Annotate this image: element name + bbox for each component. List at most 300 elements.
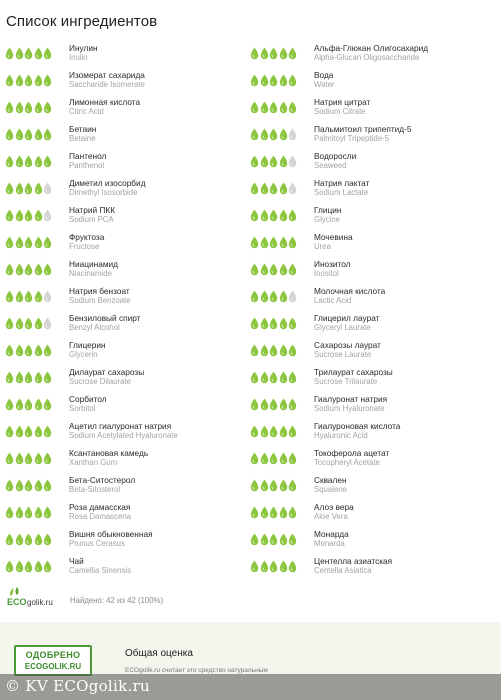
- leaf-drop-icon: [288, 425, 297, 438]
- ingredient-latin-name: Panthenol: [69, 161, 105, 170]
- leaf-drop-icon: [260, 479, 269, 492]
- leaf-drop-icon: [15, 533, 24, 546]
- rating-drops: [250, 74, 298, 88]
- rating-drops: [250, 155, 298, 169]
- rating-drops: [250, 317, 298, 331]
- leaf-drop-icon: [5, 236, 14, 249]
- ingredient-row[interactable]: [250, 203, 490, 230]
- leaf-drop-icon: [24, 371, 33, 384]
- leaf-drop-icon: [260, 371, 269, 384]
- overall-rating-description: ECOgolik.ru считает это средство натуральным: [125, 667, 268, 674]
- leaf-drop-icon: [15, 263, 24, 276]
- leaf-drop-icon: [34, 452, 43, 465]
- leaf-drop-icon: [250, 101, 259, 114]
- leaf-drop-icon: [250, 533, 259, 546]
- rating-drops: [250, 560, 298, 574]
- ingredient-row[interactable]: [250, 527, 490, 554]
- leaf-drop-icon: [43, 398, 52, 411]
- ingredient-name[interactable]: Натрия лактат: [314, 178, 370, 188]
- leaf-drop-icon: [5, 263, 14, 276]
- rating-drops: [5, 182, 53, 196]
- leaf-drop-icon: [279, 452, 288, 465]
- ingredient-name[interactable]: Диметил изосорбид: [69, 178, 146, 188]
- ingredient-name[interactable]: Натрия цитрат: [314, 97, 371, 107]
- rating-drops: [5, 452, 53, 466]
- rating-drops: [250, 344, 298, 358]
- leaf-drop-icon: [250, 47, 259, 60]
- rating-drops: [5, 371, 53, 385]
- rating-drops: [5, 479, 53, 493]
- ingredient-row[interactable]: [5, 338, 245, 365]
- ingredient-row[interactable]: [250, 473, 490, 500]
- leaf-drop-icon: [250, 506, 259, 519]
- leaf-drop-icon: [260, 182, 269, 195]
- leaf-drop-icon: [279, 47, 288, 60]
- leaf-drop-icon: [15, 506, 24, 519]
- leaf-drop-icon: [5, 560, 14, 573]
- ingredient-latin-name: Sodium Hyaluronate: [314, 404, 385, 413]
- leaf-drop-icon: [43, 47, 52, 60]
- rating-drops: [5, 263, 53, 277]
- ingredient-name[interactable]: Чай: [69, 556, 84, 566]
- leaf-drop-icon: [5, 128, 14, 141]
- leaf-drop-icon: [269, 290, 278, 303]
- ingredient-row[interactable]: [250, 122, 490, 149]
- leaf-drop-icon: [250, 425, 259, 438]
- ingredient-latin-name: Sucrose Laurate: [314, 350, 372, 359]
- ingredient-row[interactable]: [5, 284, 245, 311]
- ingredient-name[interactable]: Лимонная кислота: [69, 97, 141, 107]
- leaf-drop-icon: [288, 344, 297, 357]
- ingredient-row[interactable]: [250, 392, 490, 419]
- leaf-drop-icon: [24, 317, 33, 330]
- leaf-drop-icon: [250, 452, 259, 465]
- ingredient-latin-name: Urea: [314, 242, 331, 251]
- ingredient-name[interactable]: Ксантановая камедь: [69, 448, 149, 458]
- leaf-drop-icon: [34, 344, 43, 357]
- leaf-drop-icon: [260, 344, 269, 357]
- leaf-drop-icon: [5, 182, 14, 195]
- ingredient-latin-name: Sodium Citrate: [314, 107, 366, 116]
- leaf-drop-icon: [260, 317, 269, 330]
- ingredient-latin-name: Betaine: [69, 134, 96, 143]
- found-count: Найдено: 42 из 42 (100%): [70, 596, 164, 605]
- ingredient-latin-name: Saccharide Isomerate: [69, 80, 145, 89]
- leaf-drop-icon: [15, 155, 24, 168]
- leaf-drop-icon: [34, 317, 43, 330]
- ingredient-row[interactable]: [5, 230, 245, 257]
- ingredient-row[interactable]: [5, 392, 245, 419]
- leaf-drop-icon: [43, 371, 52, 384]
- leaf-drop-icon: [260, 74, 269, 87]
- leaf-drop-icon: [43, 425, 52, 438]
- rating-drops: [5, 236, 53, 250]
- ingredient-name[interactable]: Глицерин: [69, 340, 106, 350]
- leaf-drop-icon: [34, 506, 43, 519]
- rating-drops: [250, 533, 298, 547]
- ingredient-latin-name: Lactic Acid: [314, 296, 352, 305]
- rating-drops: [250, 47, 298, 61]
- rating-drops: [250, 290, 298, 304]
- leaf-drop-icon: [5, 479, 14, 492]
- leaf-drop-icon: [15, 398, 24, 411]
- ingredient-row[interactable]: [5, 473, 245, 500]
- rating-drops: [250, 101, 298, 115]
- rating-drops: [250, 182, 298, 196]
- ingredient-name[interactable]: Натрия бензоат: [69, 286, 130, 296]
- leaf-drop-icon: [269, 236, 278, 249]
- leaf-drop-icon: [250, 317, 259, 330]
- leaf-drop-icon: [269, 209, 278, 222]
- leaf-drop-icon: [260, 533, 269, 546]
- svg-text:ECO: ECO: [7, 597, 27, 607]
- ingredient-name[interactable]: Глицерил лаурат: [314, 313, 380, 323]
- ingredient-row[interactable]: [250, 68, 490, 95]
- leaf-drop-icon: [288, 47, 297, 60]
- leaf-drop-icon: [250, 182, 259, 195]
- ingredient-row[interactable]: [5, 257, 245, 284]
- ingredient-name[interactable]: Гиалуронат натрия: [314, 394, 388, 404]
- leaf-drop-icon: [279, 371, 288, 384]
- leaf-drop-icon: [43, 182, 52, 195]
- leaf-drop-icon: [279, 263, 288, 276]
- leaf-drop-icon: [288, 128, 297, 141]
- leaf-drop-icon: [24, 155, 33, 168]
- ingredients-column-left: [5, 41, 245, 581]
- ingredient-name[interactable]: Дилаурат сахарозы: [69, 367, 145, 377]
- leaf-drop-icon: [279, 182, 288, 195]
- ingredient-row[interactable]: [250, 311, 490, 338]
- leaf-drop-icon: [24, 560, 33, 573]
- ingredient-latin-name: Dimethyl Isosorbide: [69, 188, 138, 197]
- leaf-drop-icon: [5, 533, 14, 546]
- leaf-drop-icon: [34, 425, 43, 438]
- ingredient-name[interactable]: Водоросли: [314, 151, 357, 161]
- leaf-drop-icon: [269, 479, 278, 492]
- leaf-drop-icon: [279, 425, 288, 438]
- leaf-drop-icon: [260, 209, 269, 222]
- ingredient-row[interactable]: [5, 446, 245, 473]
- leaf-drop-icon: [24, 425, 33, 438]
- rating-drops: [250, 425, 298, 439]
- leaf-drop-icon: [269, 101, 278, 114]
- ingredient-name[interactable]: Сахарозы лаурат: [314, 340, 381, 350]
- ingredient-latin-name: Fructose: [69, 242, 100, 251]
- leaf-drop-icon: [15, 560, 24, 573]
- leaf-drop-icon: [5, 317, 14, 330]
- ingredient-name[interactable]: Ацетил гиалуронат натрия: [69, 421, 172, 431]
- leaf-drop-icon: [43, 533, 52, 546]
- leaf-drop-icon: [34, 236, 43, 249]
- leaf-drop-icon: [279, 317, 288, 330]
- leaf-drop-icon: [24, 479, 33, 492]
- ingredient-name[interactable]: Алоэ вера: [314, 502, 354, 512]
- leaf-drop-icon: [5, 506, 14, 519]
- leaf-drop-icon: [43, 452, 52, 465]
- rating-drops: [5, 425, 53, 439]
- leaf-drop-icon: [279, 101, 288, 114]
- leaf-drop-icon: [250, 74, 259, 87]
- overall-rating-title: Общая оценка: [125, 648, 193, 659]
- leaf-drop-icon: [43, 479, 52, 492]
- leaf-drop-icon: [269, 344, 278, 357]
- leaf-drop-icon: [288, 236, 297, 249]
- ingredient-row[interactable]: [250, 500, 490, 527]
- ingredient-name[interactable]: Пантенол: [69, 151, 107, 161]
- ingredient-latin-name: Rosa Damascena: [69, 512, 131, 521]
- leaf-drop-icon: [288, 506, 297, 519]
- leaf-drop-icon: [43, 74, 52, 87]
- leaf-drop-icon: [288, 74, 297, 87]
- leaf-drop-icon: [250, 155, 259, 168]
- ingredient-name[interactable]: Инозитол: [314, 259, 351, 269]
- ingredient-name[interactable]: Мочевина: [314, 232, 353, 242]
- rating-drops: [250, 371, 298, 385]
- rating-drops: [5, 317, 53, 331]
- leaf-drop-icon: [15, 209, 24, 222]
- ingredient-name[interactable]: Бетаин: [69, 124, 97, 134]
- ingredient-name[interactable]: Сорбитол: [69, 394, 107, 404]
- leaf-drop-icon: [288, 560, 297, 573]
- leaf-drop-icon: [15, 182, 24, 195]
- ingredient-latin-name: Sucrose Dilaurate: [69, 377, 131, 386]
- ingredient-name[interactable]: Токоферола ацетат: [314, 448, 390, 458]
- leaf-drop-icon: [15, 479, 24, 492]
- leaf-drop-icon: [15, 236, 24, 249]
- leaf-drop-icon: [15, 74, 24, 87]
- ingredient-name[interactable]: Инулин: [69, 43, 98, 53]
- stamp-line-1: ОДОБРЕНО: [25, 650, 81, 660]
- leaf-drop-icon: [279, 398, 288, 411]
- leaf-drop-icon: [43, 263, 52, 276]
- leaf-drop-icon: [269, 452, 278, 465]
- leaf-drop-icon: [269, 155, 278, 168]
- leaf-drop-icon: [24, 209, 33, 222]
- ingredient-name[interactable]: Монарда: [314, 529, 349, 539]
- ingredient-row[interactable]: [5, 365, 245, 392]
- leaf-drop-icon: [288, 398, 297, 411]
- ingredient-latin-name: Citric Acid: [69, 107, 104, 116]
- ingredients-column-right: [250, 41, 490, 581]
- rating-drops: [5, 344, 53, 358]
- ingredient-row[interactable]: [250, 176, 490, 203]
- ingredient-name[interactable]: Трилаурат сахарозы: [314, 367, 393, 377]
- ingredient-row[interactable]: [5, 500, 245, 527]
- ingredient-row[interactable]: [250, 41, 490, 68]
- leaf-drop-icon: [15, 128, 24, 141]
- leaf-drop-icon: [250, 290, 259, 303]
- leaf-drop-icon: [24, 533, 33, 546]
- rating-drops: [5, 101, 53, 115]
- ingredient-latin-name: Tocopheryl Acetate: [314, 458, 380, 467]
- ecogolik-logo[interactable]: [7, 586, 63, 608]
- leaf-drop-icon: [279, 479, 288, 492]
- leaf-drop-icon: [43, 506, 52, 519]
- rating-drops: [5, 290, 53, 304]
- leaf-drop-icon: [269, 47, 278, 60]
- ingredient-name[interactable]: Натрий ПКК: [69, 205, 116, 215]
- rating-drops: [5, 398, 53, 412]
- ingredient-latin-name: Prunus Cerasus: [69, 539, 125, 548]
- rating-drops: [5, 533, 53, 547]
- ingredient-row[interactable]: [5, 41, 245, 68]
- leaf-drop-icon: [269, 425, 278, 438]
- ingredient-name[interactable]: Молочная кислота: [314, 286, 386, 296]
- ingredient-latin-name: Centella Asiatica: [314, 566, 372, 575]
- ingredient-latin-name: Sorbitol: [69, 404, 96, 413]
- ingredient-latin-name: Aloe Vera: [314, 512, 348, 521]
- ingredient-row[interactable]: [5, 419, 245, 446]
- leaf-drop-icon: [269, 506, 278, 519]
- leaf-drop-icon: [288, 209, 297, 222]
- leaf-drop-icon: [15, 344, 24, 357]
- leaf-drop-icon: [269, 533, 278, 546]
- ingredient-latin-name: Camellia Sinensis: [69, 566, 131, 575]
- leaf-drop-icon: [260, 452, 269, 465]
- leaf-drop-icon: [5, 371, 14, 384]
- leaf-drop-icon: [279, 209, 288, 222]
- leaf-drop-icon: [34, 47, 43, 60]
- ingredient-name[interactable]: Вишня обыкновенная: [69, 529, 153, 539]
- leaf-drop-icon: [34, 398, 43, 411]
- page-title: Список ингредиентов: [6, 13, 158, 30]
- rating-drops: [5, 506, 53, 520]
- ingredient-row[interactable]: [5, 554, 245, 581]
- ingredient-row[interactable]: [250, 149, 490, 176]
- leaf-drop-icon: [260, 47, 269, 60]
- leaf-drop-icon: [288, 371, 297, 384]
- ingredient-latin-name: Palmitoyl Tripeptide-5: [314, 134, 389, 143]
- leaf-drop-icon: [24, 398, 33, 411]
- rating-drops: [5, 74, 53, 88]
- ingredient-row[interactable]: [5, 311, 245, 338]
- leaf-drop-icon: [279, 560, 288, 573]
- leaf-drop-icon: [250, 344, 259, 357]
- ingredient-row[interactable]: [5, 68, 245, 95]
- ingredient-name[interactable]: Бензиловый спирт: [69, 313, 141, 323]
- ingredient-row[interactable]: [5, 527, 245, 554]
- leaf-drop-icon: [288, 479, 297, 492]
- leaf-drop-icon: [260, 263, 269, 276]
- leaf-drop-icon: [269, 398, 278, 411]
- ingredient-name[interactable]: Глицин: [314, 205, 342, 215]
- leaf-drop-icon: [279, 533, 288, 546]
- ingredient-row[interactable]: [250, 446, 490, 473]
- leaf-drop-icon: [43, 101, 52, 114]
- ingredient-row[interactable]: [250, 338, 490, 365]
- leaf-drop-icon: [15, 317, 24, 330]
- ingredient-row[interactable]: [250, 419, 490, 446]
- leaf-drop-icon: [279, 236, 288, 249]
- leaf-drop-icon: [288, 533, 297, 546]
- stamp-line-2: ECOGOLIK.RU: [24, 662, 82, 671]
- leaf-drop-icon: [288, 101, 297, 114]
- leaf-drop-icon: [269, 371, 278, 384]
- ingredient-name[interactable]: Ниацинамид: [69, 259, 119, 269]
- leaf-drop-icon: [250, 479, 259, 492]
- rating-drops: [250, 398, 298, 412]
- ingredient-name[interactable]: Роза дамасская: [69, 502, 131, 512]
- leaf-drop-icon: [260, 155, 269, 168]
- leaf-drop-icon: [260, 290, 269, 303]
- ingredient-name[interactable]: Альфа-Глюкан Олигосахарид: [314, 43, 429, 53]
- leaf-drop-icon: [43, 560, 52, 573]
- ingredient-latin-name: Squalene: [314, 485, 347, 494]
- leaf-drop-icon: [15, 452, 24, 465]
- ingredient-name[interactable]: Бета-Ситостерол: [69, 475, 136, 485]
- ingredient-row[interactable]: [5, 149, 245, 176]
- leaf-drop-icon: [15, 371, 24, 384]
- leaf-drop-icon: [34, 155, 43, 168]
- leaf-drop-icon: [24, 128, 33, 141]
- ingredient-row[interactable]: [250, 230, 490, 257]
- leaf-drop-icon: [34, 263, 43, 276]
- ingredient-row[interactable]: [5, 176, 245, 203]
- leaf-drop-icon: [288, 290, 297, 303]
- leaf-drop-icon: [250, 371, 259, 384]
- leaf-drop-icon: [269, 128, 278, 141]
- leaf-drop-icon: [15, 425, 24, 438]
- leaf-drop-icon: [260, 128, 269, 141]
- leaf-drop-icon: [5, 155, 14, 168]
- leaf-drop-icon: [260, 425, 269, 438]
- leaf-drop-icon: [43, 290, 52, 303]
- ingredient-row[interactable]: [250, 284, 490, 311]
- ingredient-row[interactable]: [250, 257, 490, 284]
- leaf-drop-icon: [250, 398, 259, 411]
- leaf-drop-icon: [250, 263, 259, 276]
- leaf-drop-icon: [250, 209, 259, 222]
- ingredient-row[interactable]: [250, 95, 490, 122]
- watermark-text: © KV ECOgolik.ru: [5, 677, 151, 695]
- ingredient-row[interactable]: [5, 122, 245, 149]
- leaf-drop-icon: [15, 290, 24, 303]
- leaf-drop-icon: [24, 236, 33, 249]
- leaf-drop-icon: [288, 317, 297, 330]
- leaf-drop-icon: [34, 74, 43, 87]
- rating-drops: [250, 452, 298, 466]
- ingredient-name[interactable]: Пальмитоил трипептид-5: [314, 124, 412, 134]
- leaf-drop-icon: [5, 425, 14, 438]
- leaf-drop-icon: [5, 101, 14, 114]
- leaf-drop-icon: [24, 74, 33, 87]
- ingredient-latin-name: Sodium Benzoate: [69, 296, 131, 305]
- ingredient-row[interactable]: [5, 95, 245, 122]
- ingredient-latin-name: Sucrose Trilaurate: [314, 377, 378, 386]
- leaf-drop-icon: [269, 317, 278, 330]
- ingredient-row[interactable]: [250, 365, 490, 392]
- leaf-drop-icon: [34, 479, 43, 492]
- ingredient-name[interactable]: Фруктоза: [69, 232, 105, 242]
- leaf-drop-icon: [5, 47, 14, 60]
- ingredient-name[interactable]: Вода: [314, 70, 334, 80]
- ingredient-name[interactable]: Сквален: [314, 475, 347, 485]
- leaf-drop-icon: [24, 344, 33, 357]
- ingredient-latin-name: Hyaluronic Acid: [314, 431, 368, 440]
- leaf-drop-icon: [34, 101, 43, 114]
- rating-drops: [250, 263, 298, 277]
- ingredient-latin-name: Sodium Lactate: [314, 188, 369, 197]
- ingredient-name[interactable]: Изомерат сахарида: [69, 70, 145, 80]
- ingredient-latin-name: Monarda: [314, 539, 345, 548]
- leaf-drop-icon: [288, 182, 297, 195]
- ingredient-row[interactable]: [5, 203, 245, 230]
- ingredient-name[interactable]: Центелла азиатская: [314, 556, 393, 566]
- ingredient-name[interactable]: Гиалуроновая кислота: [314, 421, 401, 431]
- leaf-drop-icon: [43, 155, 52, 168]
- rating-drops: [250, 209, 298, 223]
- ingredient-row[interactable]: [250, 554, 490, 581]
